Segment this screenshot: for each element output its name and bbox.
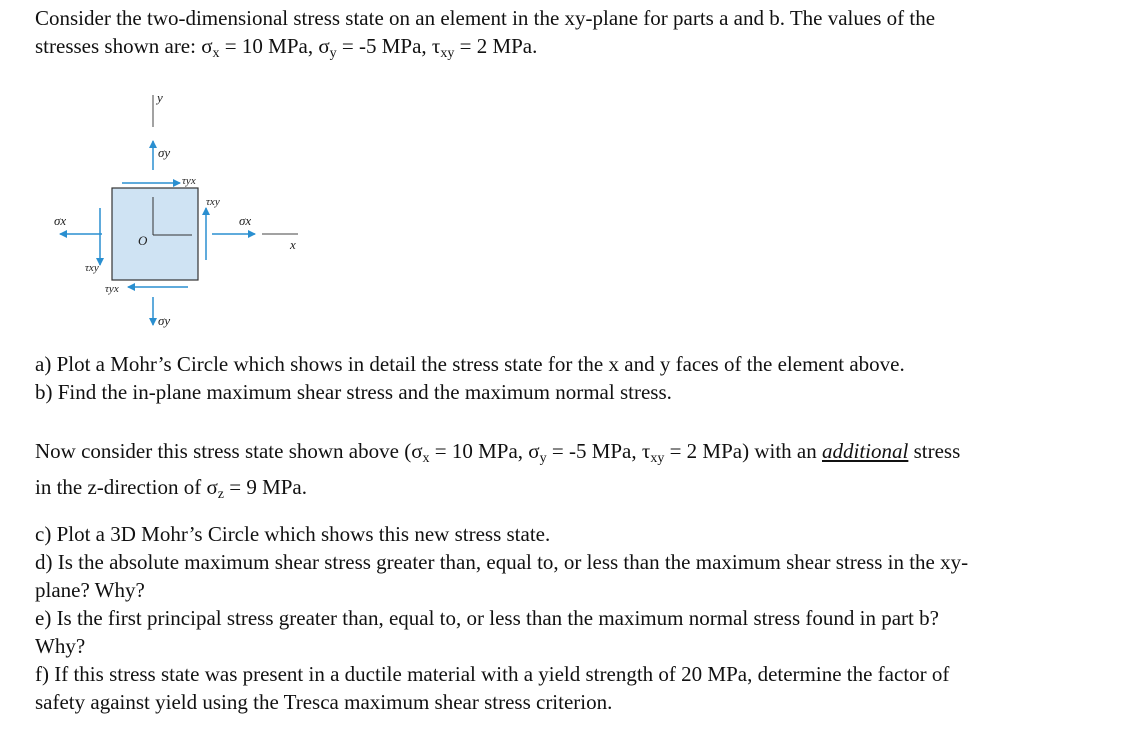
tau-yx-bottom-label: τyx bbox=[105, 283, 119, 295]
tau-xy-subscript: xy bbox=[440, 46, 455, 61]
parts-a-b bbox=[35, 350, 1120, 406]
sigma-x-left-label: σx bbox=[54, 213, 67, 228]
intro-paragraph bbox=[35, 4, 1120, 68]
now-sigma-z-subscript: z bbox=[217, 487, 224, 502]
intro-line-2-prefix: stresses shown are: bbox=[35, 34, 202, 58]
sigma-y-bottom-label: σy bbox=[158, 313, 171, 328]
now-sigma-y-value: = -5 MPa, bbox=[546, 439, 642, 463]
now-consider-paragraph bbox=[35, 437, 1120, 509]
stress-element-box bbox=[112, 188, 198, 280]
part-f-line-2: safety against yield using the Tresca maximum shear stress criterion. bbox=[35, 690, 613, 714]
now-sigma-y-subscript: y bbox=[539, 451, 547, 466]
now-prefix: Now consider this stress state shown above ( bbox=[35, 439, 412, 463]
tau-xy-value: = 2 MPa. bbox=[454, 34, 538, 58]
now-sigma-z-symbol: σ bbox=[206, 475, 218, 499]
now-suffix: stress bbox=[908, 439, 961, 463]
part-e-line-2: Why? bbox=[35, 634, 86, 658]
part-d-line-2: plane? Why? bbox=[35, 578, 145, 602]
part-c-text: c) Plot a 3D Mohr’s Circle which shows this new stress state. bbox=[35, 522, 551, 546]
sigma-y-value: = -5 MPa, bbox=[336, 34, 432, 58]
part-e-line-1: e) Is the first principal stress greater than, equal to, or less than the maximum normal stress found in part b? bbox=[35, 606, 939, 630]
parts-c-f bbox=[35, 520, 1120, 716]
tau-xy-right-label: τxy bbox=[206, 196, 220, 208]
now-sigma-z-value: = 9 MPa. bbox=[223, 475, 307, 499]
stress-element-diagram bbox=[40, 85, 330, 345]
sigma-x-value: = 10 MPa, bbox=[219, 34, 319, 58]
sigma-x-symbol: σ bbox=[201, 34, 213, 58]
sigma-y-top-label: σy bbox=[158, 145, 171, 160]
sigma-y-subscript: y bbox=[329, 46, 337, 61]
part-b-text: b) Find the in-plane maximum shear stress and the maximum normal stress. bbox=[35, 380, 672, 404]
part-a-text: a) Plot a Mohr’s Circle which shows in detail the stress state for the x and y faces of the element above. bbox=[35, 352, 905, 376]
tau-xy-symbol: τ bbox=[431, 34, 441, 58]
now-sigma-x-value: = 10 MPa, bbox=[429, 439, 529, 463]
x-axis-label: x bbox=[290, 237, 296, 252]
now-line2-prefix: in the z-direction of bbox=[35, 475, 207, 499]
tau-xy-left-label: τxy bbox=[85, 262, 99, 274]
now-tau-xy-subscript: xy bbox=[650, 451, 665, 466]
now-tau-xy-symbol: τ bbox=[641, 439, 651, 463]
now-tau-xy-value: = 2 MPa) with an bbox=[664, 439, 822, 463]
now-sigma-x-subscript: x bbox=[422, 451, 430, 466]
y-axis-label: y bbox=[157, 90, 163, 105]
now-sigma-y-symbol: σ bbox=[528, 439, 540, 463]
sigma-y-symbol: σ bbox=[318, 34, 330, 58]
sigma-x-subscript: x bbox=[212, 46, 220, 61]
additional-emphasis: additional bbox=[822, 439, 909, 463]
sigma-x-right-label: σx bbox=[239, 213, 252, 228]
intro-line-1: Consider the two-dimensional stress state on an element in the xy-plane for parts a and b. The values of the bbox=[35, 6, 936, 30]
part-f-line-1: f) If this stress state was present in a ductile material with a yield strength of 20 MPa, determine the factor of bbox=[35, 662, 950, 686]
tau-yx-top-label: τyx bbox=[182, 175, 196, 187]
now-sigma-x-symbol: σ bbox=[411, 439, 423, 463]
origin-label: O bbox=[138, 233, 148, 248]
part-d-line-1: d) Is the absolute maximum shear stress greater than, equal to, or less than the maximum shear stress in the xy- bbox=[35, 550, 969, 574]
